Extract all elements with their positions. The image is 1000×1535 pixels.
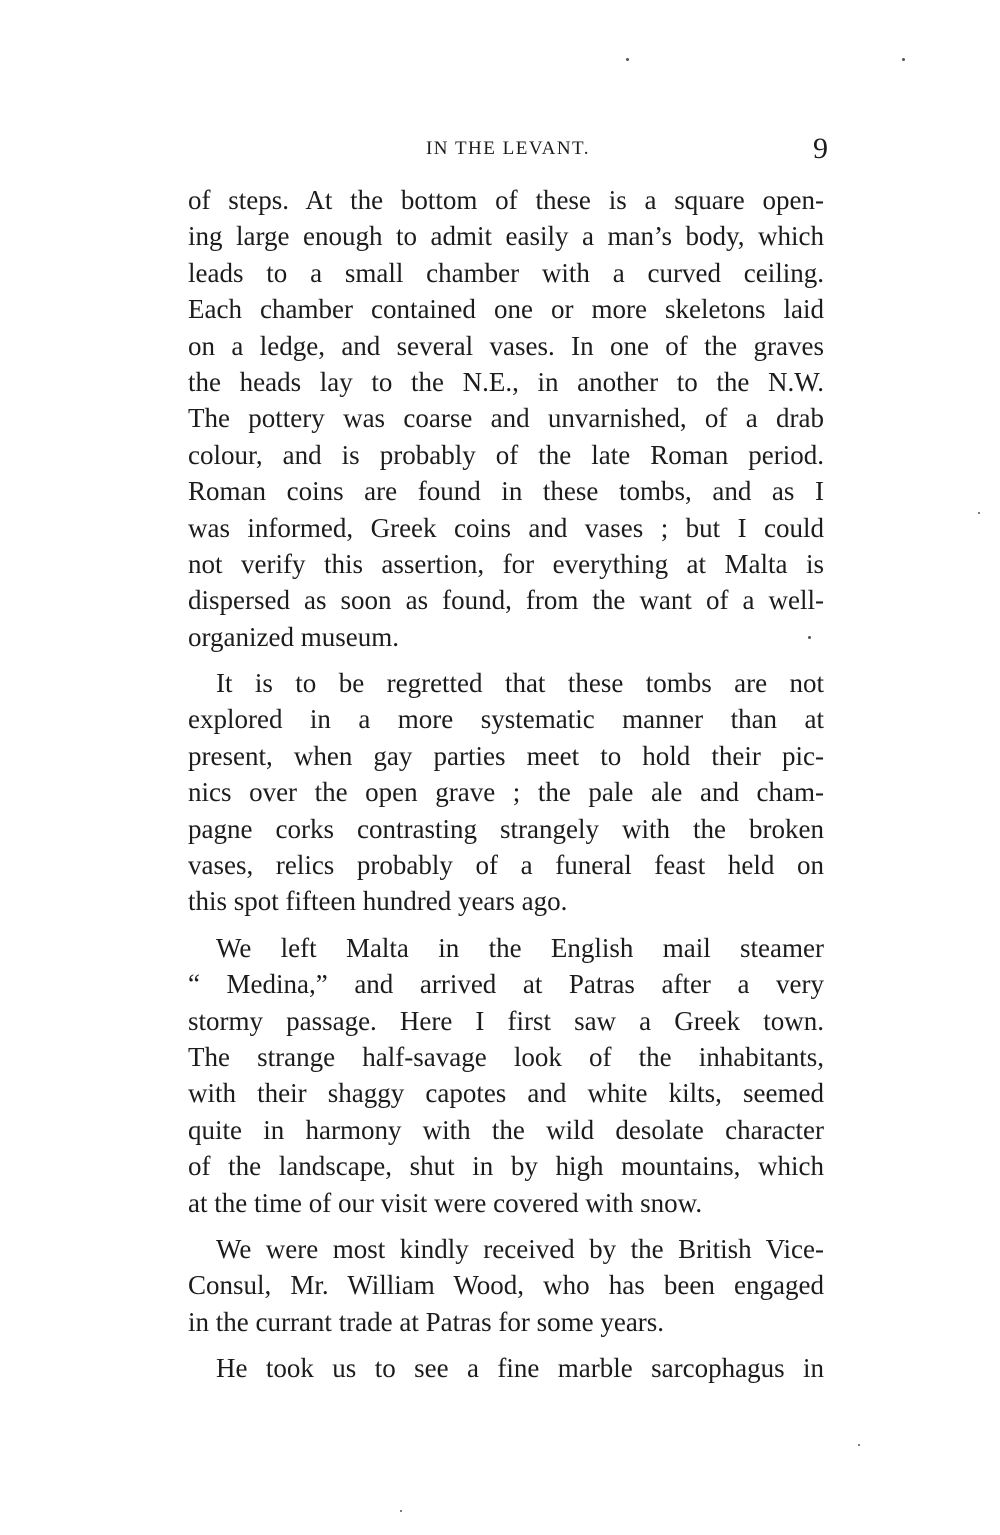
text-line: with their shaggy capotes and white kilts, seemed — [188, 1078, 824, 1109]
text-line: the heads lay to the N.E., in another to the N.W. — [188, 366, 824, 397]
text-line: “ Medina,” and arrived at Patras after a very — [188, 969, 824, 1000]
text-line: of the landscape, shut in by high mountains, which — [188, 1151, 824, 1182]
print-speck — [978, 512, 980, 514]
text-line: of steps. At the bottom of these is a square open- — [188, 185, 824, 215]
paragraph-1 — [188, 182, 824, 655]
paragraph-3 — [188, 930, 824, 1221]
text-line: explored in a more systematic manner than at — [188, 704, 824, 735]
paragraph-spacer — [188, 1221, 824, 1231]
running-title: IN THE LEVANT. — [425, 138, 590, 159]
paragraph-spacer — [188, 920, 824, 930]
text-line: The strange half-savage look of the inhabitants, — [188, 1041, 824, 1072]
body-text — [188, 182, 824, 1387]
text-line: vases, relics probably of a funeral feast held on — [188, 850, 824, 881]
text-line: The pottery was coarse and unvarnished, of a drab — [188, 403, 824, 434]
text-line: this spot fifteen hundred years ago. — [188, 886, 568, 917]
page-number: 9 — [813, 132, 828, 165]
text-line: He took us to see a fine marble sarcophagus in — [216, 1353, 824, 1384]
print-speck — [858, 1444, 860, 1446]
text-line: colour, and is probably of the late Roman period. — [188, 439, 824, 470]
print-speck — [626, 58, 629, 61]
paragraph-2 — [188, 665, 824, 920]
print-speck — [400, 1510, 402, 1512]
text-line: It is to be regretted that these tombs are not — [216, 668, 824, 699]
text-line: We were most kindly received by the British Vice- — [216, 1233, 824, 1264]
text-line: stormy passage. Here I first saw a Greek town. — [188, 1005, 824, 1036]
running-head — [188, 132, 828, 172]
text-line: was informed, Greek coins and vases ; but I could — [188, 512, 824, 543]
print-speck — [808, 636, 811, 639]
text-line: ing large enough to admit easily a man’s body, which — [188, 221, 824, 252]
text-line: pagne corks contrasting strangely with the broken — [188, 813, 824, 844]
text-line: quite in harmony with the wild desolate character — [188, 1114, 824, 1145]
text-line: leads to a small chamber with a curved ceiling. — [188, 257, 824, 288]
text-line: in the currant trade at Patras for some years. — [188, 1306, 665, 1337]
text-line: not verify this assertion, for everything at Malta is — [188, 548, 824, 579]
paragraph-spacer — [188, 1340, 824, 1350]
text-line: Roman coins are found in these tombs, and as I — [188, 476, 824, 507]
text-line: Consul, Mr. William Wood, who has been engaged — [188, 1270, 824, 1301]
paragraph-spacer — [188, 655, 824, 665]
paragraph-5 — [188, 1350, 824, 1386]
text-line: at the time of our visit were covered with snow. — [188, 1187, 703, 1218]
paragraph-4 — [188, 1231, 824, 1340]
print-speck — [902, 58, 905, 61]
text-line: nics over the open grave ; the pale ale and cham- — [188, 777, 824, 808]
text-line: Each chamber contained one or more skeletons laid — [188, 294, 824, 325]
text-line: We left Malta in the English mail steamer — [216, 932, 824, 963]
text-line: organized museum. — [188, 621, 399, 652]
text-line: present, when gay parties meet to hold their pic- — [188, 740, 824, 771]
text-line: on a ledge, and several vases. In one of the graves — [188, 330, 824, 361]
text-line: dispersed as soon as found, from the want of a well- — [188, 585, 824, 616]
